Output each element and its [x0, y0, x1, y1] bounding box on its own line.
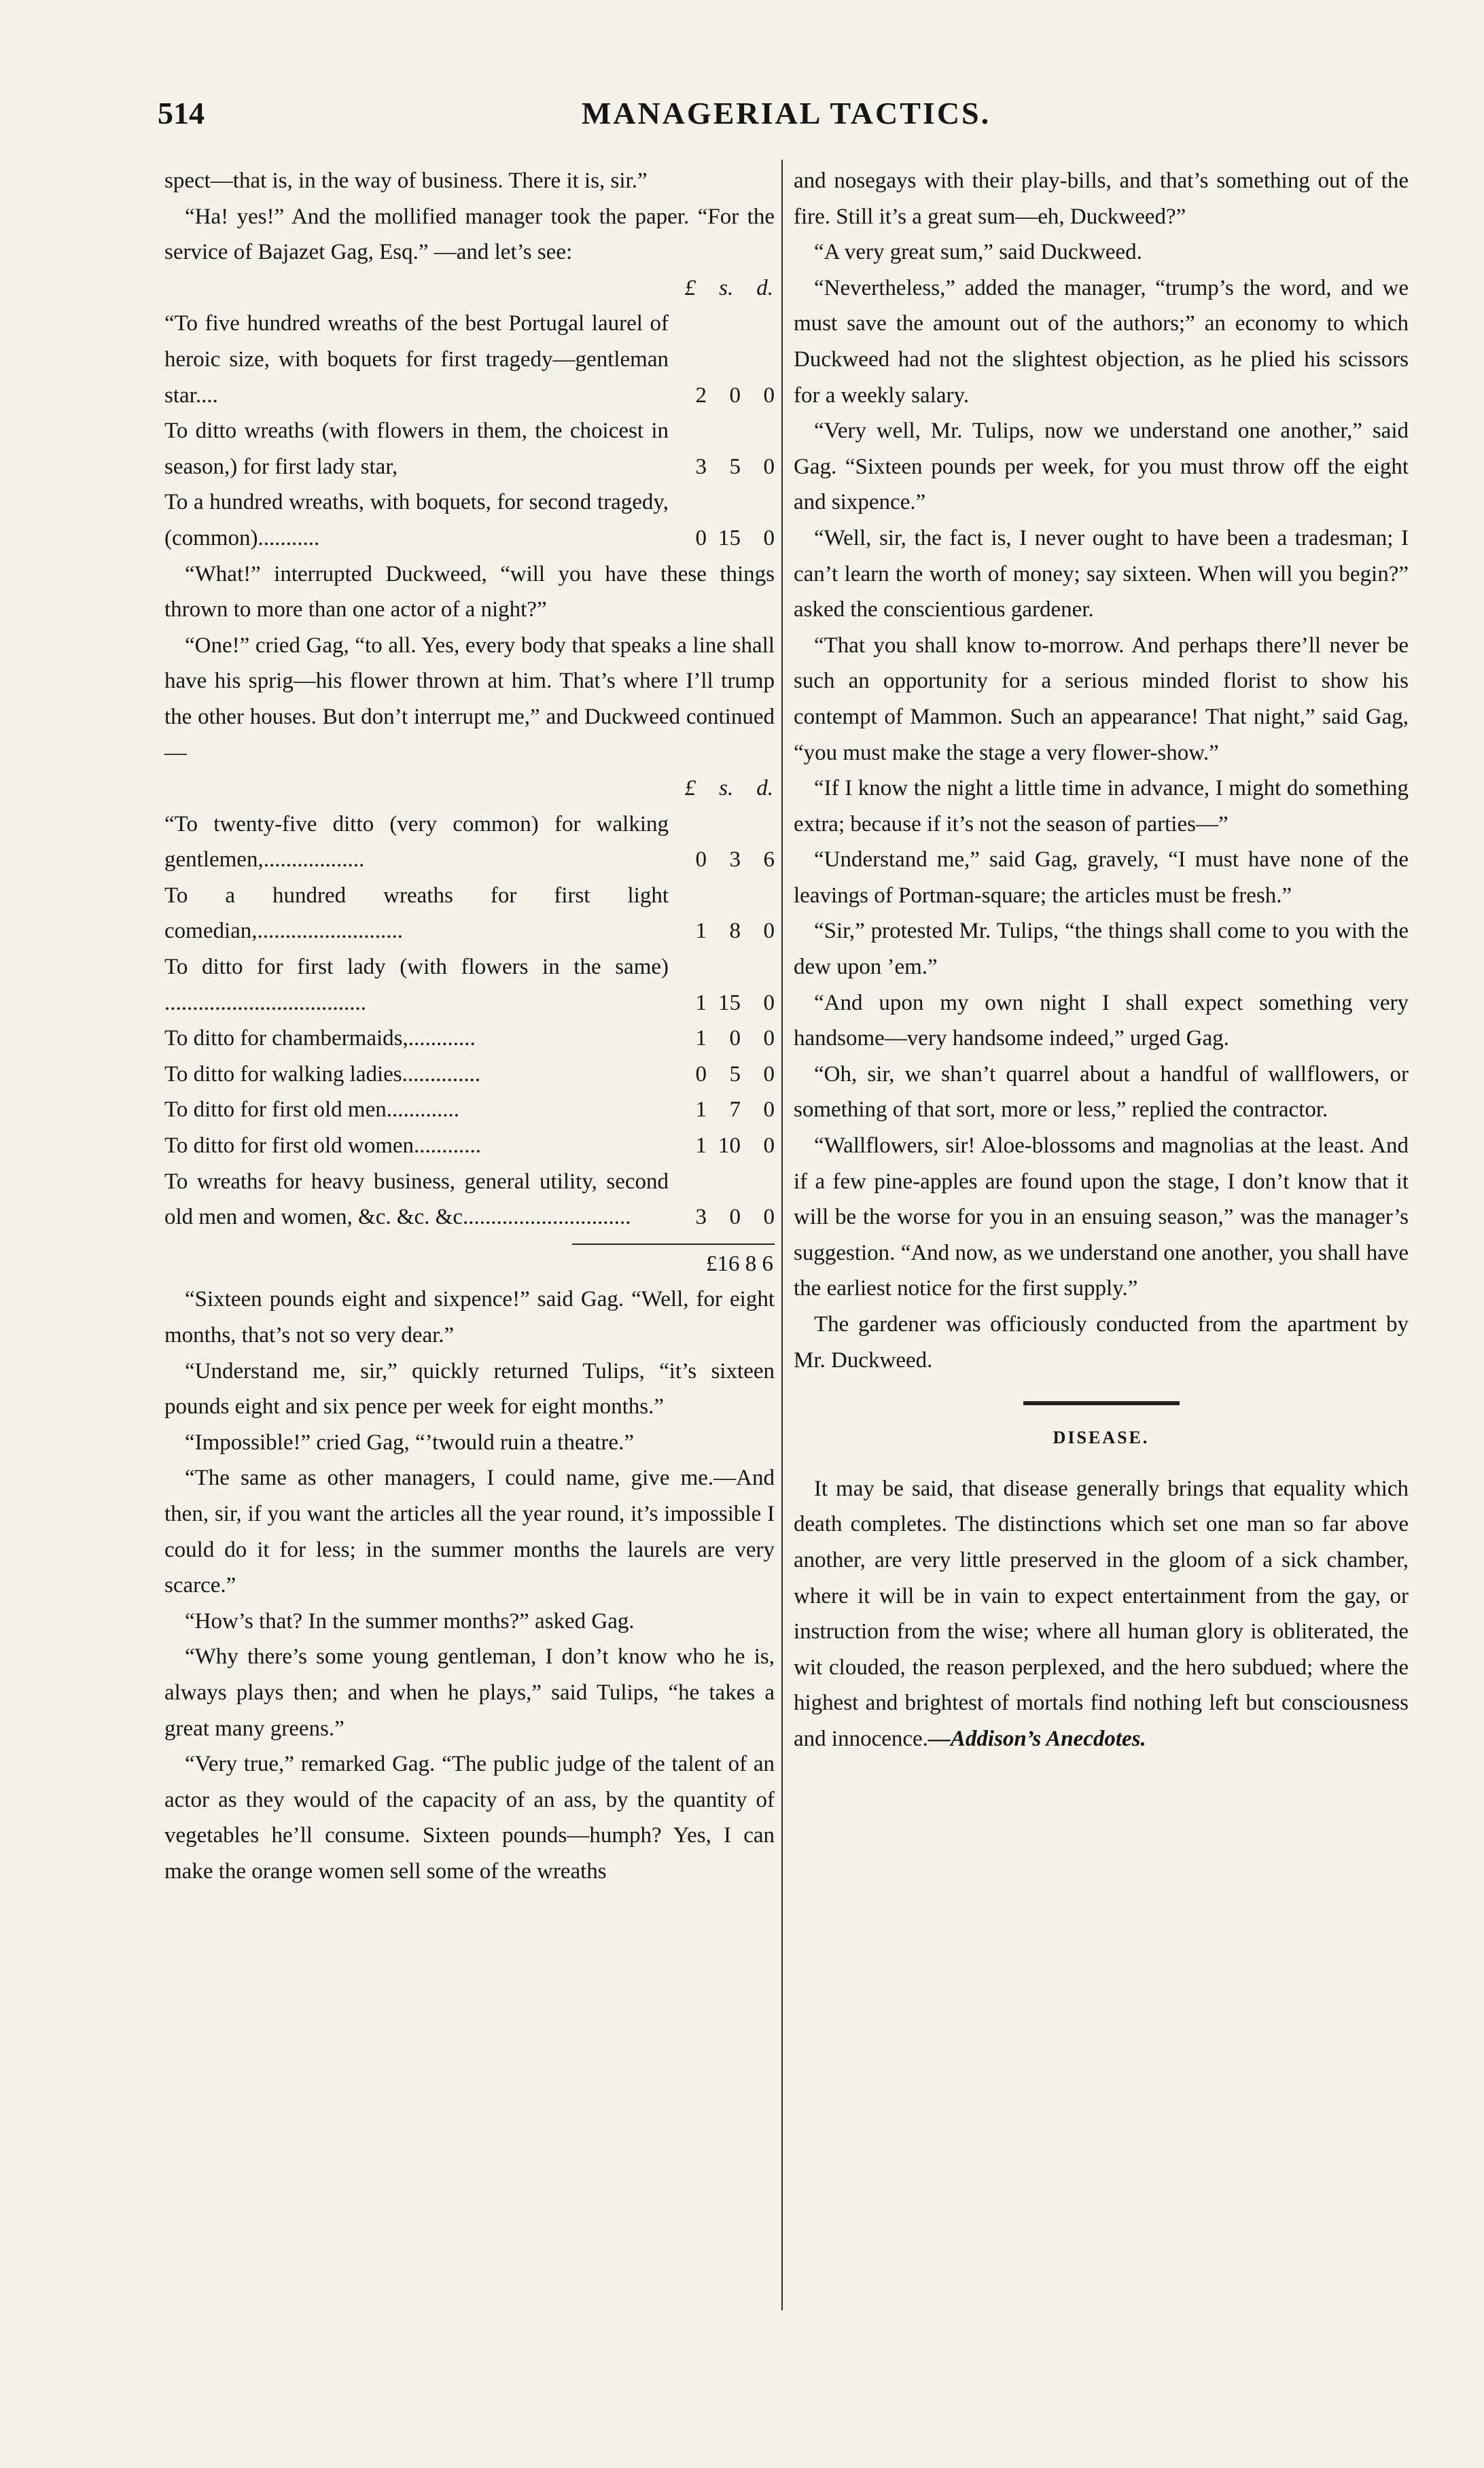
bill-ledger-1: [164, 270, 775, 557]
amount-pounds: 1: [695, 1133, 707, 1159]
amount-shillings: 3: [729, 847, 741, 872]
page-number: 514: [158, 96, 205, 130]
bill-item-desc: To ditto for chambermaids,............: [164, 1026, 476, 1051]
amount-pence: 0: [763, 525, 775, 550]
amount-pounds: 1: [695, 990, 707, 1015]
amount-pence: 0: [763, 1061, 775, 1087]
bill-item: [164, 949, 775, 1021]
bill-item-desc: To ditto for first lady (with flowers in the same) ....................................: [164, 955, 669, 1015]
amount-pounds: 3: [695, 1205, 707, 1230]
amount-pounds: 3: [695, 454, 707, 479]
amount-pence: 0: [763, 1133, 775, 1159]
paragraph: “Very true,” remarked Gag. “The public judge of the talent of an actor as they would of the capacity of an ass, by the quantity of vegetables he’ll consume. Sixteen pounds—humph? Yes, I can make the orange women sell some of the wreaths: [164, 1752, 775, 1884]
bill-total: £16 8 6: [572, 1244, 775, 1282]
amount-pounds: 0: [695, 525, 707, 550]
citation: —Addison’s Anecdotes.: [928, 1726, 1146, 1751]
paragraph: “Impossible!” cried Gag, “’twould ruin a theatre.”: [185, 1430, 634, 1455]
paragraph: “The same as other managers, I could name, give me.—And then, sir, if you want the articles all the year round, it’s impossible I could do it for less; in the summer months the laurels are very scarce.”: [164, 1466, 775, 1598]
amount-shillings: 5: [729, 454, 741, 479]
amount-pence: 0: [763, 990, 775, 1015]
paragraph: “A very great sum,” said Duckweed.: [814, 240, 1142, 265]
amount-shillings: 15: [718, 990, 741, 1015]
paragraph: “If I know the night a little time in advance, I might do something extra; because if it’s not the season of parties—”: [794, 776, 1409, 836]
paragraph: “And upon my own night I shall expect something very handsome—very handsome indeed,” urged Gag.: [794, 990, 1409, 1051]
paragraph: “Understand me, sir,” quickly returned Tulips, “it’s sixteen pounds eight and six pence per week for eight months.”: [164, 1358, 775, 1420]
amount-pounds: 0: [695, 1061, 707, 1087]
paragraph: “Wallflowers, sir! Aloe-blossoms and magnolias at the least. And if a few pine-apples are found upon the stage, I don’t know that it will be the worse for you in an ensuing season,” was the manager’s suggestion. “And now, as we understand one another, you shall have the earliest notice for the first supply.”: [794, 1133, 1409, 1301]
amount-pence: 6: [763, 847, 775, 872]
pounds-header: £: [684, 275, 696, 300]
pounds-header: £: [684, 776, 696, 801]
bill-item-desc: To ditto wreaths (with flowers in them, the choicest in season,) for first lady star,: [164, 419, 669, 479]
paragraph: “One!” cried Gag, “to all. Yes, every body that speaks a line shall have his sprig—his flower thrown at him. That’s where I’ll trump the other houses. But don’t interrupt me,” and Duckweed continued—: [164, 633, 775, 765]
paragraph: The gardener was officiously conducted from the apartment by Mr. Duckweed.: [794, 1312, 1409, 1373]
paragraph: “Sixteen pounds eight and sixpence!” said Gag. “Well, for eight months, that’s not so very dear.”: [164, 1287, 775, 1347]
amount-shillings: 8: [729, 919, 741, 944]
currency-header: [164, 771, 775, 807]
amount-pounds: 1: [695, 1026, 707, 1051]
column-divider: [781, 160, 783, 2310]
amount-pounds: 1: [695, 1097, 707, 1123]
bill-item: [164, 413, 775, 484]
bill-item: [164, 1128, 775, 1164]
paragraph: “Why there’s some young gentleman, I don’t know who he is, always plays then; and when he plays,” said Tulips, “he takes a great many greens.”: [164, 1644, 775, 1741]
currency-header: [164, 270, 775, 306]
bill-ledger-2: [164, 771, 775, 1282]
amount-pence: 0: [763, 919, 775, 944]
paragraph: “Sir,” protested Mr. Tulips, “the things shall come to you with the dew upon ’em.”: [794, 919, 1409, 980]
amount-shillings: 15: [718, 525, 741, 550]
shillings-header: s.: [719, 776, 734, 801]
bill-item-desc: “To twenty-five ditto (very common) for walking gentlemen,..................: [164, 811, 669, 872]
bill-item: [164, 1021, 775, 1057]
paragraph: “Oh, sir, we shan’t quarrel about a handful of wallflowers, or something of that sort, more or less,” replied the contractor.: [794, 1061, 1409, 1123]
amount-shillings: 10: [718, 1133, 741, 1159]
amount-pence: 0: [763, 1097, 775, 1123]
amount-pounds: 1: [695, 919, 707, 944]
bill-item: [164, 306, 775, 413]
page-header: [158, 95, 1415, 156]
bill-item-desc: To a hundred wreaths for first light comedian,..........................: [164, 883, 669, 944]
pence-header: d.: [756, 776, 773, 801]
shillings-header: s.: [719, 275, 734, 300]
bill-item-desc: “To five hundred wreaths of the best Portugal laurel of heroic size, with boquets for first tragedy—gentleman star....: [164, 311, 669, 408]
amount-shillings: 0: [729, 1205, 741, 1230]
paragraph: [794, 1471, 1409, 1757]
bill-item-desc: To wreaths for heavy business, general utility, second old men and women, &c. &c. &c..............................: [164, 1169, 669, 1230]
paragraph: and nosegays with their play-bills, and that’s something out of the fire. Still it’s a great sum—eh, Duckweed?”: [794, 169, 1409, 229]
amount-shillings: 5: [729, 1061, 741, 1087]
paragraph: “Understand me,” said Gag, gravely, “I must have none of the leavings of Portman-square; the articles must be fresh.”: [794, 847, 1409, 908]
paragraph: spect—that is, in the way of business. There it is, sir.”: [164, 169, 648, 193]
amount-shillings: 0: [729, 1026, 741, 1051]
paragraph: “What!” interrupted Duckweed, “will you have these things thrown to more than one actor of a night?”: [164, 561, 775, 622]
bill-item-desc: To a hundred wreaths, with boquets, for second tragedy, (common)...........: [164, 490, 669, 550]
bill-item-desc: To ditto for walking ladies..............: [164, 1061, 481, 1087]
right-column: [794, 163, 1409, 1757]
pence-header: d.: [756, 275, 773, 300]
bill-item: [164, 1092, 775, 1128]
bill-item: [164, 484, 775, 556]
paragraph: “Well, sir, the fact is, I never ought to have been a tradesman; I can’t learn the worth of money; say sixteen. When will you begin?” asked the conscientious gardener.: [794, 525, 1409, 622]
paragraph: “Very well, Mr. Tulips, now we understand one another,” said Gag. “Sixteen pounds per week, for you must throw off the eight and sixpence.”: [794, 419, 1409, 515]
amount-shillings: 0: [729, 383, 741, 408]
section-title: DISEASE.: [1053, 1428, 1150, 1448]
bill-item-desc: To ditto for first old women............: [164, 1133, 482, 1159]
bill-item: [164, 807, 775, 878]
amount-pence: 0: [763, 1205, 775, 1230]
bill-item: [164, 1057, 775, 1093]
amount-shillings: 7: [729, 1097, 741, 1123]
amount-pence: 0: [763, 383, 775, 408]
running-title: MANAGERIAL TACTICS.: [581, 96, 991, 130]
paragraph: “How’s that? In the summer months?” asked Gag.: [185, 1608, 635, 1634]
paragraph: “Ha! yes!” And the mollified manager took the paper. “For the service of Bajazet Gag, Esq.” —and let’s see:: [164, 204, 775, 265]
bill-item-desc: To ditto for first old men.............: [164, 1097, 459, 1123]
amount-pounds: 2: [695, 383, 707, 408]
bill-item: [164, 1164, 775, 1235]
left-column: [164, 163, 775, 1890]
paragraph: “That you shall know to-morrow. And perhaps there’ll never be such an opportunity for a serious minded florist to show his contempt of Mammon. Such an appearance! That night,” said Gag, “you must make the stage a very flower-show.”: [794, 633, 1409, 765]
paragraph: “Nevertheless,” added the manager, “trump’s the word, and we must save the amount out of the authors;” an economy to which Duckweed had not the slightest objection, as he plied his scissors for a weekly salary.: [794, 275, 1409, 408]
amount-pence: 0: [763, 454, 775, 479]
section-separator-rule: [1023, 1401, 1180, 1405]
paragraph-text: It may be said, that disease generally brings that equality which death completes. The distinctions which set one man so far above another, are very little preserved in the gloom of a sick chamber, where it will be in vain to expect entertainment from the gay, or instruction from the wise; where all human glory is obliterated, the wit clouded, the reason perplexed, and the hero subdued; where the highest and brightest of mortals find nothing left but consciousness and innocence.: [794, 1476, 1409, 1751]
bill-item: [164, 878, 775, 949]
amount-pounds: 0: [695, 847, 707, 872]
amount-pence: 0: [763, 1026, 775, 1051]
